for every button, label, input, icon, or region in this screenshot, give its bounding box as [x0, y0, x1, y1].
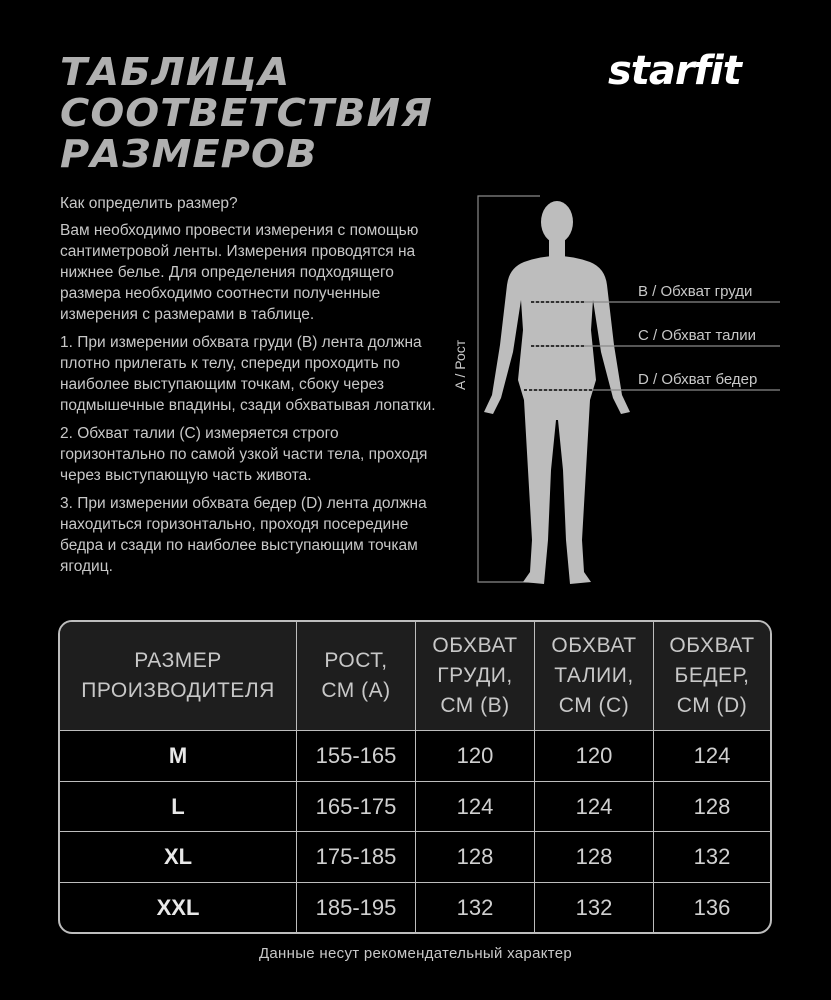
- title-line-1: ТАБЛИЦА: [60, 50, 291, 94]
- hips-label: D / Обхват бедер: [638, 371, 758, 388]
- header-hips: ОБХВАТ БЕДЕР, СМ (D): [654, 622, 770, 731]
- chest-cell: 124: [416, 782, 535, 832]
- height-cell: 155-165: [297, 731, 416, 782]
- title-line-2: СООТВЕТСТВИЯ: [60, 91, 433, 135]
- waist-cell: 124: [535, 782, 654, 832]
- hips-cell: 128: [654, 782, 770, 832]
- disclaimer-footer: Данные несут рекомендательный характер: [258, 945, 573, 962]
- hips-cell: 136: [693, 894, 731, 920]
- brand-logo: starfit: [608, 48, 741, 94]
- waist-cell: 128: [535, 832, 654, 883]
- header-waist: ОБХВАТ ТАЛИИ, СМ (С): [535, 622, 654, 731]
- measurement-instructions: [60, 193, 440, 584]
- chest-cell: 120: [416, 731, 535, 782]
- size-cell: XXL: [60, 883, 297, 932]
- page-title: [60, 52, 433, 175]
- header-chest: ОБХВАТ ГРУДИ, СМ (В): [416, 622, 535, 731]
- height-cell: 175-185: [297, 832, 416, 883]
- size-table: [58, 620, 772, 934]
- waist-cell: 120: [535, 731, 654, 782]
- size-cell: L: [60, 782, 297, 832]
- instructions-intro: Вам необходимо провести измерения с помощью сантиметровой ленты. Измерения проводятся на нижнее белье. Для определения подходящего размера необходимо соотнести полученные измерения с размерами в таблице.: [60, 222, 419, 323]
- instructions-step-chest: 1. При измерении обхвата груди (B) лента должна плотно прилегать к телу, спереди проходить по наиболее выступающим точкам, сбоку через подмышечные впадины, сзади обхватывая лопатки.: [60, 334, 436, 414]
- size-cell: XL: [60, 832, 297, 883]
- title-line-3: РАЗМЕРОВ: [60, 132, 318, 176]
- height-label: A / Рост: [452, 339, 468, 390]
- chest-label: B / Обхват груди: [638, 283, 753, 300]
- size-cell: M: [60, 731, 297, 782]
- hips-cell: 132: [654, 832, 770, 883]
- chest-cell: 132: [416, 883, 535, 932]
- size-table-grid: [60, 622, 770, 932]
- instructions-step-waist: 2. Обхват талии (C) измеряется строго горизонтально по самой узкой части тела, проходя через выступающую часть живота.: [60, 425, 428, 484]
- header-manufacturer-size: РАЗМЕР ПРОИЗВОДИТЕЛЯ: [60, 622, 297, 731]
- body-figure-diagram: [440, 190, 800, 590]
- waist-cell: 132: [535, 883, 654, 932]
- height-cell: 165-175: [297, 782, 416, 832]
- hips-cell: 124: [654, 731, 770, 782]
- instructions-step-hips: 3. При измерении обхвата бедер (D) лента должна находиться горизонтально, проходя посередине бедра и сзади по наиболее выступающим точкам ягодиц.: [60, 495, 427, 575]
- height-cell: 185-195: [297, 883, 416, 932]
- instructions-question: Как определить размер?: [60, 195, 238, 212]
- waist-label: C / Обхват талии: [638, 327, 757, 344]
- header-height: РОСТ, СМ (А): [297, 622, 416, 731]
- body-silhouette: [484, 201, 630, 584]
- chest-cell: 128: [416, 832, 535, 883]
